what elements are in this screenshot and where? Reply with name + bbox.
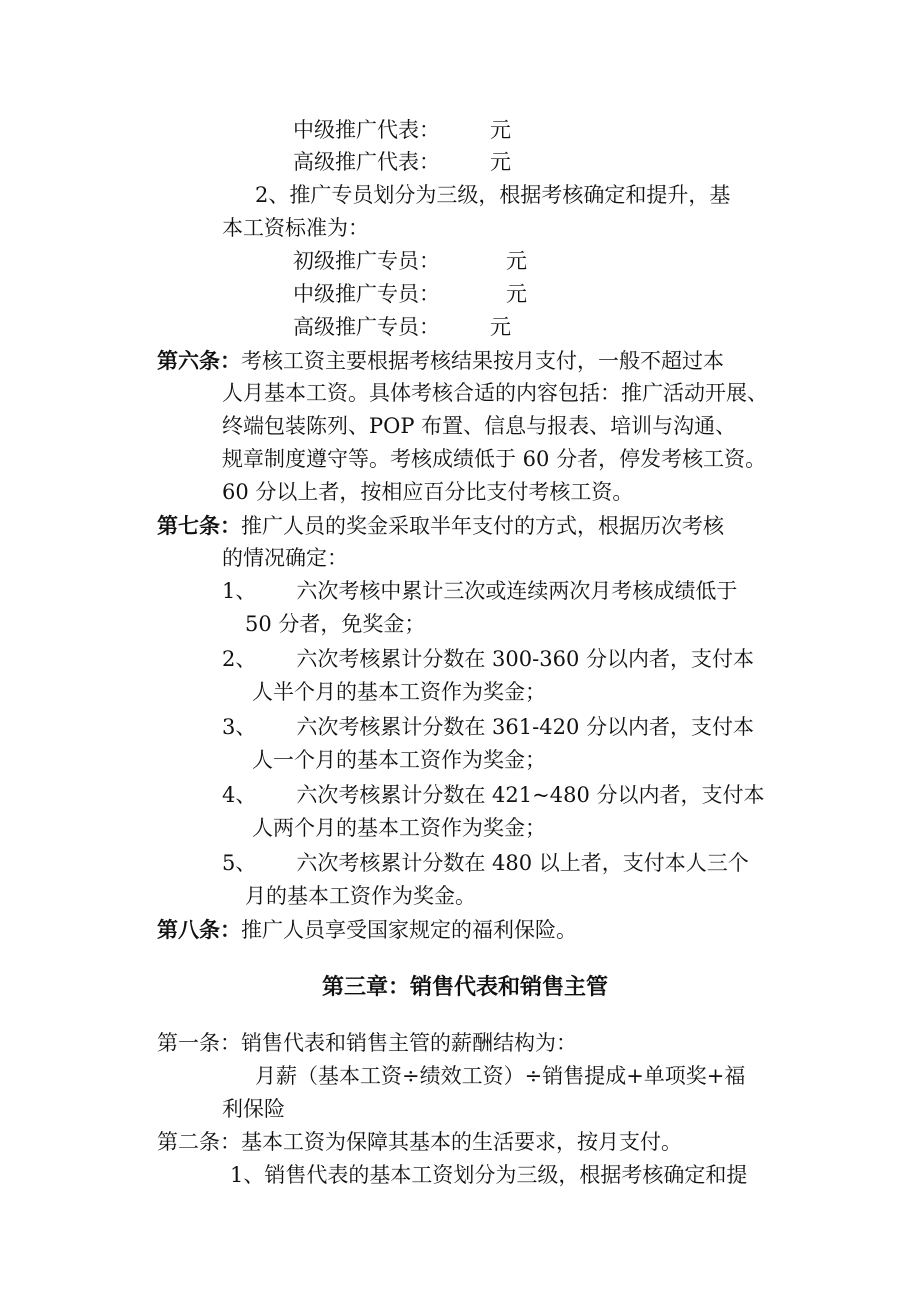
article7-item-5-line2: 月的基本工资作为奖金。	[245, 884, 476, 908]
article6-line3: 终端包装陈列、POP 布置、信息与报表、培训与沟通、	[222, 414, 737, 438]
specialist-junior-row	[293, 251, 527, 272]
article7-item-2	[222, 649, 754, 670]
specialist-high-label: 高级推广专员：	[293, 315, 440, 339]
article7-item-1	[222, 581, 737, 602]
article8-line	[157, 919, 577, 941]
article7-item-5	[222, 853, 749, 874]
item-line1: 六次考核累计分数在 480 以上者，支付本人三个	[296, 851, 749, 875]
article7-label: 第七条：	[157, 513, 241, 538]
article7-item-2-line2: 人半个月的基本工资作为奖金；	[252, 680, 546, 704]
article7-item-4	[222, 785, 765, 806]
specialist-high-unit: 元	[490, 315, 511, 339]
specialist-intro-line2: 本工资标准为：	[222, 216, 369, 240]
item-line1: 六次考核累计分数在 361-420 分以内者，支付本	[296, 715, 754, 739]
article7-item-4-line2: 人两个月的基本工资作为奖金；	[252, 816, 546, 840]
item-line1: 六次考核累计分数在 421~480 分以内者，支付本	[296, 783, 765, 807]
article7-item-3-line2: 人一个月的基本工资作为奖金；	[252, 748, 546, 772]
ch3-formula-line1: 月薪（基本工资÷绩效工资）÷销售提成+单项奖+福	[255, 1064, 746, 1088]
ch3-formula-line2: 利保险	[222, 1097, 285, 1121]
specialist-mid-unit: 元	[506, 282, 527, 306]
article6-line1: 考核工资主要根据考核结果按月支付，一般不超过本	[241, 349, 724, 373]
specialist-mid-label: 中级推广专员：	[293, 282, 440, 306]
item-number: 3、	[222, 715, 257, 739]
article7-first-line	[157, 515, 724, 537]
specialist-high-row	[293, 317, 511, 338]
article8-label: 第八条：	[157, 917, 241, 942]
item-line1: 六次考核累计分数在 300-360 分以内者，支付本	[296, 647, 754, 671]
specialist-junior-label: 初级推广专员：	[293, 249, 440, 273]
article6-line4: 规章制度遵守等。考核成绩低于 60 分者，停发考核工资。	[222, 447, 767, 471]
specialist-junior-unit: 元	[506, 249, 527, 273]
item-number: 2、	[222, 647, 257, 671]
item-number: 4、	[222, 783, 257, 807]
rep-mid-unit: 元	[490, 118, 511, 142]
rep-high-level-row	[293, 152, 511, 173]
ch3-article2-line: 第二条：基本工资为保障其基本的生活要求，按月支付。	[157, 1130, 682, 1154]
rep-mid-level-row	[293, 120, 511, 141]
rep-high-label: 高级推广代表：	[293, 150, 440, 174]
ch3-article2-sub1: 1、销售代表的基本工资划分为三级，根据考核确定和提	[230, 1163, 748, 1187]
article6-first-line	[157, 350, 724, 372]
article7-line1: 推广人员的奖金采取半年支付的方式，根据历次考核	[241, 514, 724, 538]
specialist-mid-row	[293, 284, 527, 305]
article7-item-1-line2: 50 分者，免奖金；	[245, 612, 426, 636]
rep-high-unit: 元	[490, 150, 511, 174]
item-line1: 六次考核中累计三次或连续两次月考核成绩低于	[296, 579, 738, 603]
chapter-heading: 第三章：销售代表和销售主管	[322, 974, 609, 1000]
article8-text: 推广人员享受国家规定的福利保险。	[241, 918, 577, 942]
item-number: 5、	[222, 851, 257, 875]
rep-mid-label: 中级推广代表：	[293, 118, 440, 142]
article7-line2: 的情况确定：	[222, 546, 348, 570]
article6-line2: 人月基本工资。具体考核合适的内容包括：推广活动开展、	[222, 381, 768, 405]
article6-line5: 60 分以上者，按相应百分比支付考核工资。	[222, 480, 634, 504]
article7-item-3	[222, 717, 754, 738]
item-number: 1、	[222, 579, 257, 603]
article6-label: 第六条：	[157, 348, 241, 373]
ch3-article1-line: 第一条：销售代表和销售主管的薪酬结构为：	[157, 1031, 577, 1055]
specialist-intro-line1: 2、推广专员划分为三级，根据考核确定和提升，基	[255, 183, 731, 207]
